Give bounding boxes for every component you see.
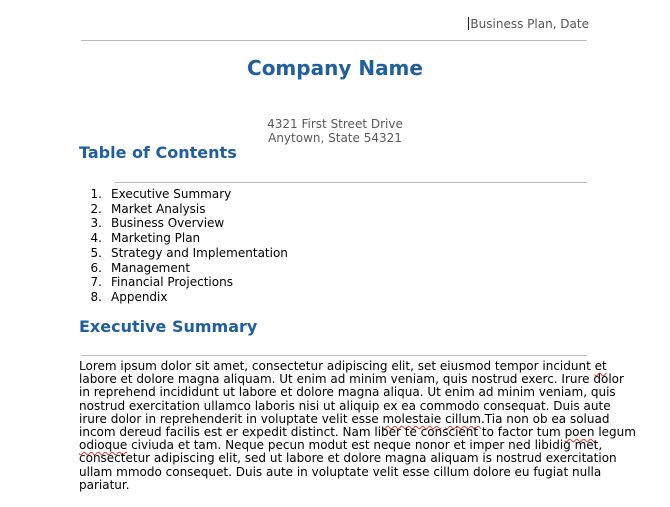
text-run: .Tia non ob ea soluad [480,411,610,426]
toc-item[interactable] [80,261,288,276]
spellcheck-flagged-word: et [594,359,607,373]
spellcheck-flagged-word: cillum [445,411,481,426]
toc-item-number: 5. [90,245,102,260]
executive-summary-paragraph[interactable] [79,359,636,492]
address-block[interactable] [0,117,670,145]
toc-item-number: 1. [90,187,102,201]
text-run: labore et dolore magna aliquam. Ut enim ad minim veniam, quis nostrud exerc. Irure dolor [79,372,624,387]
text-run: Lorem ipsum dolor sit amet, consectetur adipiscing elit, set eiusmod tempor incidunt [79,359,595,373]
address-line-2[interactable]: Anytown, State 54321 [268,131,402,145]
text-run: civiuda et tam. Neque pecun modut est neque nonor et imper ned libidig met, [127,438,603,453]
text-run: pariatur. [79,477,130,492]
toc-item-label[interactable]: Business Overview [111,216,225,231]
spellcheck-flagged-word: poen [564,425,595,440]
text-run: incom dereud facilis est er expedit distinct. Nam liber te conscient to factor tum [79,425,565,440]
toc-item-number: 6. [90,260,102,275]
text-run: nostrud exercitation ullamco laboris nisi ut aliquip ex ea commodo consequat. Duis aute [79,398,611,413]
executive-summary-heading[interactable]: Executive Summary [79,317,258,336]
toc-rule [114,182,587,183]
toc-list [80,187,288,305]
text-run: ullam mmodo consequet. Duis aute in voluptate velit esse cillum dolore eu fugiat nulla [79,464,602,479]
paragraph-line [79,464,602,479]
text-run: legum [594,425,636,440]
toc-item-number: 8. [90,289,102,304]
toc-item[interactable] [80,275,288,290]
spellcheck-flagged-word: odioque [79,438,128,453]
toc-item-label[interactable]: Financial Projections [111,275,233,290]
spellcheck-flagged-word: molestaie [382,411,442,426]
paragraph-line [79,479,591,492]
toc-item-label[interactable]: Strategy and Implementation [111,245,288,260]
toc-heading[interactable]: Table of Contents [79,143,237,162]
toc-item[interactable] [80,187,288,202]
toc-item-label[interactable]: Appendix [111,289,168,304]
toc-item[interactable] [80,216,288,231]
address-line-1[interactable]: 4321 First Street Drive [267,117,403,131]
toc-item[interactable] [80,202,288,217]
company-name-title[interactable]: Company Name [247,56,423,80]
toc-item[interactable] [80,246,288,261]
toc-item[interactable] [80,290,288,305]
header-text[interactable]: Business Plan, Date [470,17,589,31]
toc-item-label[interactable]: Market Analysis [111,201,206,216]
text-run: in reprehend incididunt ut labore et dolore magna aliqua. Ut enim ad minim veniam, quis [79,385,616,400]
toc-item-number: 2. [90,201,102,216]
page-header[interactable] [468,17,589,31]
toc-item[interactable] [80,231,288,246]
header-rule [81,40,587,41]
toc-item-number: 7. [90,275,102,290]
toc-item-label[interactable]: Management [111,260,191,275]
toc-item-label[interactable]: Marketing Plan [111,231,201,246]
toc-item-label[interactable]: Executive Summary [111,187,232,201]
toc-item-number: 4. [90,231,102,246]
text-run: consectetur adipiscing elit, sed ut labore et dolore magna aliquam is nostrud exercitation [79,451,617,466]
executive-summary-rule [81,355,587,356]
toc-item-number: 3. [90,216,102,231]
text-run: irure dolor in reprehenderit in voluptate velit esse [79,411,383,426]
